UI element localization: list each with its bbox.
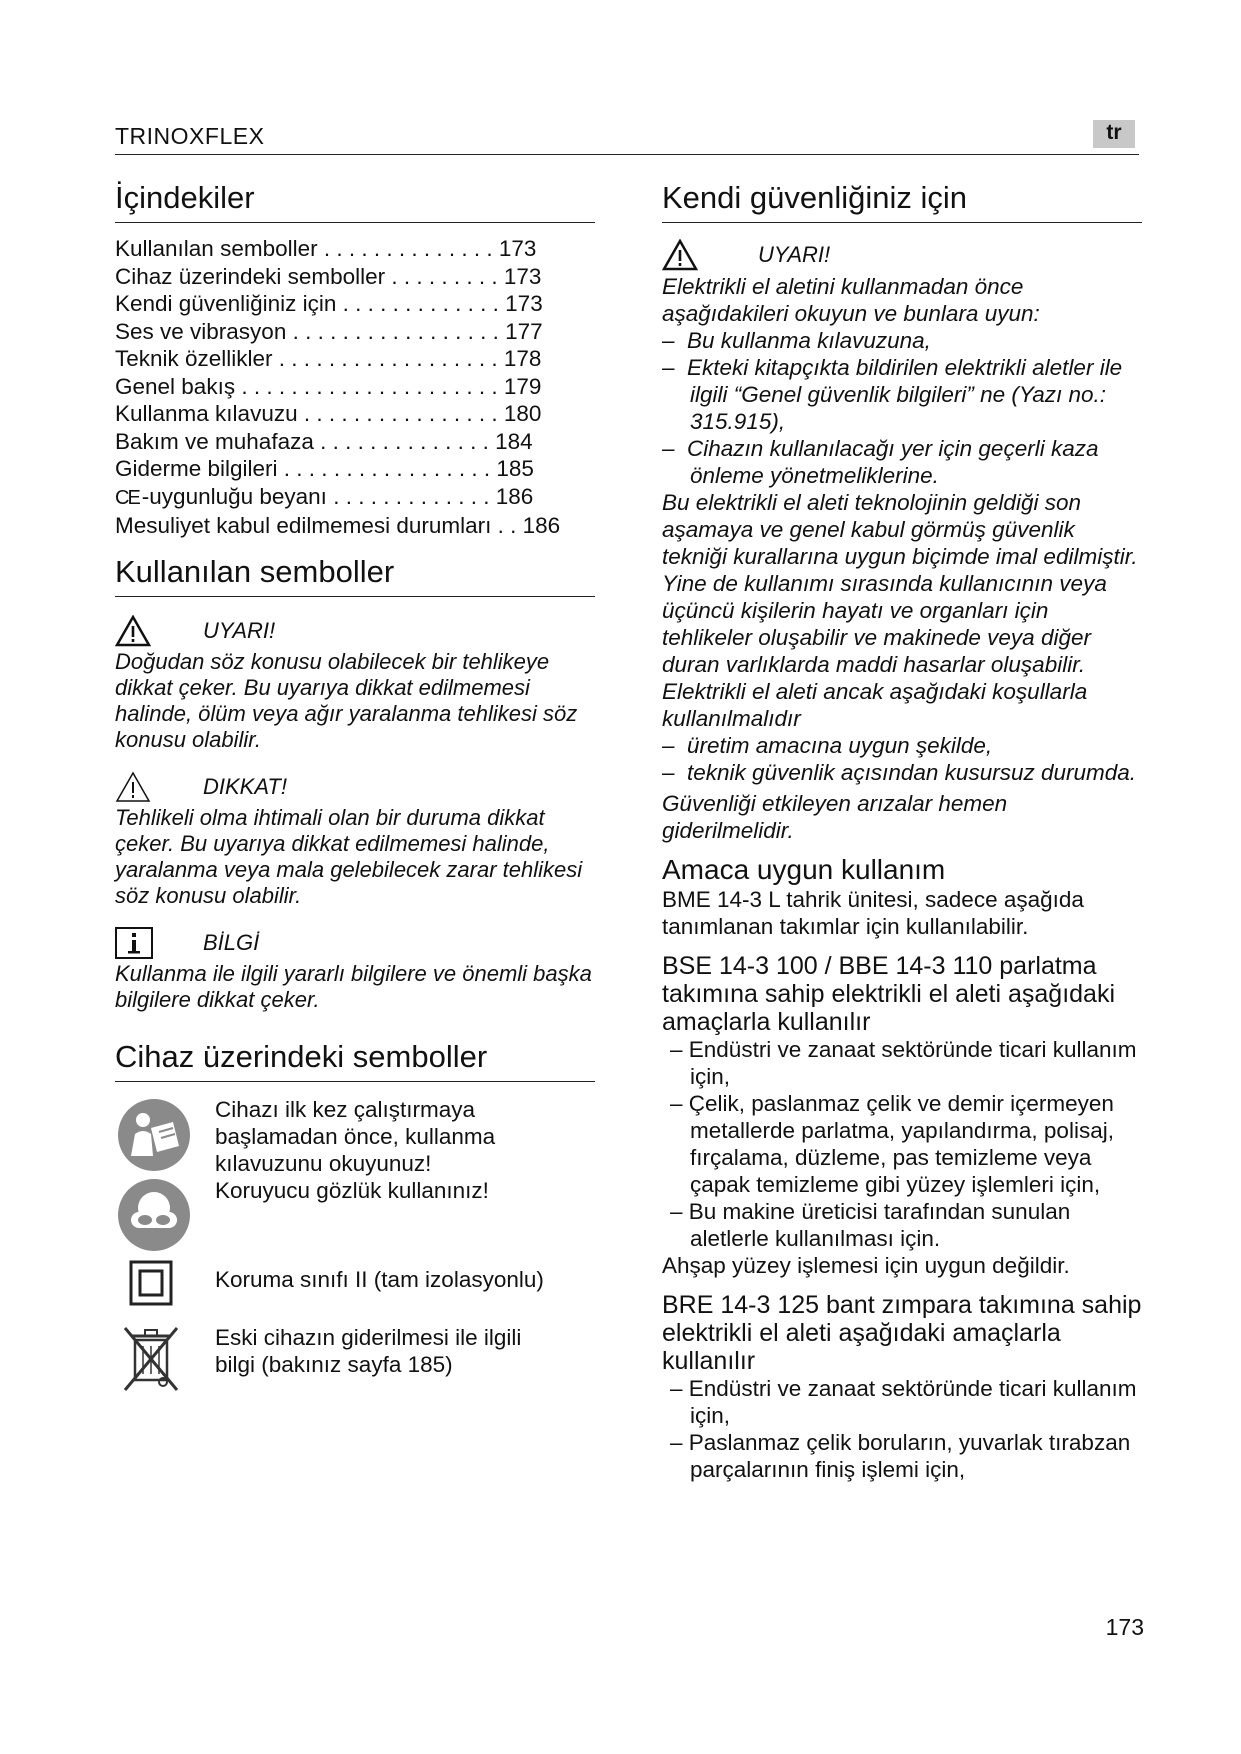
safety-heading: Kendi güvenliğiniz için xyxy=(662,180,1142,223)
page-header xyxy=(115,120,1139,155)
language-badge: tr xyxy=(1093,120,1135,148)
list-item: – üretim amacına uygun şekilde, xyxy=(662,733,993,758)
intended-use-subheading: BSE 14-3 100 / BBE 14-3 110 parlatma takımına sahip elektrikli el aleti aşağıdaki amaçlarla kullanılır xyxy=(662,952,1116,1036)
list-item: – Bu makine üreticisi tarafından sunulan aletlerle kullanılması için. xyxy=(670,1199,1071,1251)
table-of-contents xyxy=(115,235,595,540)
safety-paragraph: Bu elektrikli el aleti teknolojinin geldiği son aşamaya ve genel kabul görmüş güvenlik tekniği kurallarına uygun biçimde imal edilmiştir. xyxy=(662,490,1138,569)
toc-item[interactable]: Teknik özellikler . . . . . . . . . . . . . . . . . . 178 xyxy=(115,346,542,371)
intended-use-paragraph: BME 14-3 L tahrik ünitesi, sadece aşağıda tanımlanan takımlar için kullanılabilir. xyxy=(662,887,1084,939)
warning-label: UYARI! xyxy=(203,617,276,643)
intended-use-heading: Amaca uygun kullanım xyxy=(662,854,946,885)
safety-paragraph: Yine de kullanımı sırasında kullanıcının veya üçüncü kişilerin hayatı ve organları için tehlikeler oluşabilir ve makinede veya diğer duran varlıklarda maddi hasarlar oluşabilir. xyxy=(662,571,1107,677)
toc-item[interactable]: Cihaz üzerindeki semboller . . . . . . . . . 173 xyxy=(115,263,542,289)
safety-intro: Elektrikli el aletini kullanmadan önce aşağıdakileri okuyun ve bunlara uyun: xyxy=(662,274,1040,326)
document-title: TRINOXFLEX xyxy=(115,123,265,149)
toc-heading: İçindekiler xyxy=(115,180,595,223)
list-item: – Paslanmaz çelik boruların, yuvarlak tırabzan parçalarının finiş işlemi için, xyxy=(670,1430,1131,1482)
page-number: 173 xyxy=(1105,1614,1144,1640)
warning-text: Doğudan söz konusu olabilecek bir tehlikeye dikkat çeker. Bu uyarıya dikkat edilmemesi halinde, ölüm veya ağır yaralanma tehlikesi söz konusu olabilir. xyxy=(115,648,578,752)
symbol-text: Eski cihazın giderilmesi ile ilgili bilgi (bakınız sayfa 185) xyxy=(215,1324,522,1377)
list-item: – teknik güvenlik açısından kusursuz durumda. xyxy=(662,760,1137,785)
warning-label: UYARI! xyxy=(758,242,831,267)
intended-use-paragraph: Ahşap yüzey işlemesi için uygun değildir. xyxy=(662,1253,1070,1278)
toc-item[interactable]: CE -uygunluğu beyanı . . . . . . . . . . . . . 186 xyxy=(115,483,534,509)
symbol-text: Koruma sınıfı II (tam izolasyonlu) xyxy=(215,1266,544,1292)
list-item: – Çelik, paslanmaz çelik ve demir içermeyen metallerde parlatma, yapılandırma, polisaj, fırçalama, düzleme, pas temizleme veya çapak temizleme gibi yüzey işlemleri için, xyxy=(670,1091,1114,1197)
list-item: – Cihazın kullanılacağı yer için geçerli kaza önleme yönetmeliklerine. xyxy=(662,436,1099,488)
toc-item[interactable]: Kendi güvenliğiniz için . . . . . . . . . . . . . 173 xyxy=(115,291,543,316)
list-item: – Ekteki kitapçıkta bildirilen elektrikli aletler ile ilgili “Genel güvenlik bilgileri” ne (Yazı no.: 315.915), xyxy=(662,355,1123,434)
list-item: – Endüstri ve zanaat sektöründe ticari kullanım için, xyxy=(670,1037,1137,1089)
list-item: – Endüstri ve zanaat sektöründe ticari kullanım için, xyxy=(670,1376,1137,1428)
toc-item[interactable]: Giderme bilgileri . . . . . . . . . . . . . . . . . 185 xyxy=(115,456,534,481)
caution-label: DIKKAT! xyxy=(203,773,287,799)
toc-item[interactable]: Ses ve vibrasyon . . . . . . . . . . . . . . . . . 177 xyxy=(115,318,543,344)
device-symbols-heading: Cihaz üzerindeki semboller xyxy=(115,1039,595,1082)
safety-warning xyxy=(662,237,1142,273)
warning-triangle-icon xyxy=(662,238,718,272)
toc-item[interactable]: Mesuliyet kabul edilmemesi durumları . . 186 xyxy=(115,513,561,538)
read-manual-icon xyxy=(117,1098,191,1177)
info-note xyxy=(115,925,595,1013)
toc-item[interactable]: Bakım ve muhafaza . . . . . . . . . . . . . . 184 xyxy=(115,428,533,454)
caution-text: Tehlikeli olma ihtimali olan bir duruma dikkat çeker. Bu uyarıya dikkat edilmemesi halinde, yaralanma veya mala gelebilecek zarar tehlikesi söz konusu olabilir. xyxy=(115,804,583,908)
toc-item[interactable]: Genel bakış . . . . . . . . . . . . . . . . . . . . . 179 xyxy=(115,373,542,399)
right-column xyxy=(662,180,1142,1483)
caution-note xyxy=(115,769,595,909)
device-symbols-list xyxy=(115,1096,595,1416)
goggles-icon xyxy=(117,1178,191,1257)
ce-mark-icon: CE xyxy=(115,486,139,509)
crossed-bin-icon xyxy=(121,1322,181,1399)
intended-use-subheading: BRE 14-3 125 bant zımpara takımına sahip elektrikli el aleti aşağıdaki amaçlarla kullanılır xyxy=(662,1291,1142,1375)
warning-triangle-icon xyxy=(115,614,171,648)
toc-item[interactable]: Kullanılan semboller . . . . . . . . . . . . . . 173 xyxy=(115,236,537,261)
safety-paragraph: Elektrikli el aleti ancak aşağıdaki koşullarla kullanılmalıdır xyxy=(662,679,1088,731)
info-icon xyxy=(115,926,171,960)
toc-item[interactable]: Kullanma kılavuzu . . . . . . . . . . . . . . . . 180 xyxy=(115,401,542,426)
warning-note xyxy=(115,613,595,753)
caution-triangle-icon xyxy=(115,770,171,804)
protection-class-ii-icon xyxy=(129,1260,173,1311)
left-column xyxy=(115,180,595,1416)
symbol-text: Cihazı ilk kez çalıştırmaya başlamadan önce, kullanma kılavuzunu okuyunuz! Koruyucu gözlük kullanınız! xyxy=(215,1096,496,1203)
list-item: – Bu kullanma kılavuzuna, xyxy=(662,328,931,353)
info-text: Kullanma ile ilgili yararlı bilgilere ve önemli başka bilgilere dikkat çeker. xyxy=(115,960,592,1012)
info-label: BİLGİ xyxy=(203,929,260,955)
safety-paragraph: Güvenliği etkileyen arızalar hemen giderilmelidir. xyxy=(662,791,1008,843)
symbols-used-heading: Kullanılan semboller xyxy=(115,554,595,597)
